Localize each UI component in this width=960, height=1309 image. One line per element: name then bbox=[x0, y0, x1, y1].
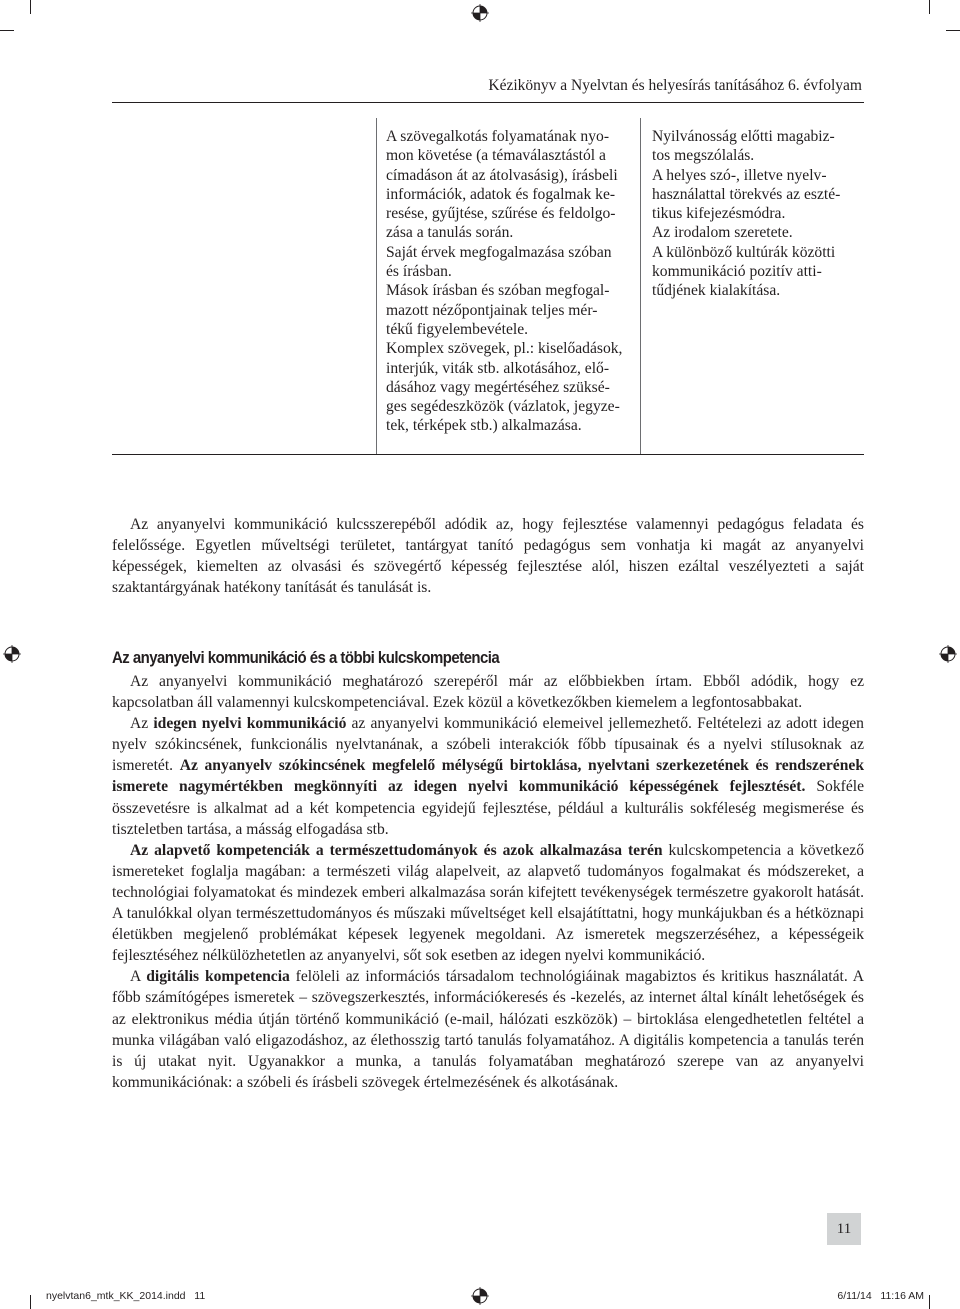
intro-paragraph: Az anyanyelvi kommunikáció kulcsszerepéből adódik az, hogy fejlesztése valamennyi pedagógus feladata és felelőssége. Egyetlen műveltségi területet, tantárgyat tanító pedagógus sem vonhatja ki magát az anyanyelvi képességek, kiemelten az olvasási és szövegértő képesség fejlesztése alól, hiszen ezáltal veszélyezteti a saját szaktantárgyának hatékony tanítását és tanulását is. bbox=[112, 516, 864, 597]
term-science-competence: Az alapvető kompetenciák a természettudományok és azok alkalmazása terén bbox=[130, 841, 663, 859]
table-cell-skills bbox=[386, 127, 642, 436]
slug-timestamp: 6/11/14 11:16 AM bbox=[837, 1290, 924, 1302]
crop-mark bbox=[929, 0, 930, 14]
emphasis-statement: Az anyanyelv szókincsének megfelelő mélységű birtoklása, nyelvtani szerkezetének és rendszerének ismerete nagymértékben megkönnyíti az idegen nyelvi kommunikáció képességének fejlesztését. bbox=[112, 757, 864, 796]
table-bottom-rule bbox=[112, 454, 864, 455]
text-run: az anyanyelvi kommunikáció elemeivel jellemezhető. Feltételezi az adott idegen nyelv szókincsének, funkcionális nyelvtanának, a szóbeli interakciók főbb típusainak és a nyelvi stílusoknak az ismeretét. bbox=[112, 715, 864, 775]
cell-line: információk, adatok és fogalmak ke- bbox=[386, 185, 616, 203]
cell-line: tos megszólalás. bbox=[652, 147, 755, 165]
cell-line: címadáson át az átolvasásig), írásbeli bbox=[386, 166, 618, 184]
crop-mark bbox=[0, 30, 14, 31]
text-run: Az bbox=[130, 715, 154, 733]
running-head: Kézikönyv a Nyelvtan és helyesírás tanításához 6. évfolyam bbox=[488, 77, 862, 94]
paragraph-4 bbox=[112, 966, 864, 1093]
crop-mark bbox=[30, 1295, 31, 1309]
text-run: kulcskompetencia a következő ismereteket foglalja magában: a természeti világ alapelveit, az alapvető tudományos fogalmakat és módszereket, a technológiai folyamatokat és mindezek emberi alkalmazása során kifejtett tevékenységek természetre gyakorolt hatását. A tanulókkal olyan természettudományos és műszaki műveltséget kell elsajátíttatni, hogy munkájukban és a hétköznapi életükben megjelenő problémákat képesek legyenek megoldani. Az ismeretek megszerzéséhez, a képességeik fejlesztéséhez nélkülözhetetlen az anyanyelvi, sőt sok esetben az idegen nyelvi kommunikáció. bbox=[112, 841, 864, 965]
cell-line: mon követése (a témaválasztástól a bbox=[386, 147, 606, 165]
cell-line: resése, gyűjtése, szűrése és feldolgo- bbox=[386, 205, 616, 223]
cell-line: használattal törekvés az eszté- bbox=[652, 185, 841, 203]
text-run: felöleli az információs társadalom technológiáinak magabiztos és kritikus használatát. A főbb számítógépes ismeretek – szövegszerkesztés, információkeresés és -kezelés, az internet által kínált lehetőségek és az elektronikus média útján történő kommunikáció (e-mail, hálózati eszközök) – birtoklása elengedhetetlen feltétel a munka világában való eligazodáshoz, az élethosszig tartó tanulás folyamatához. A digitális kompetencia a tanulás terén is új utakat nyit. Ugyanakkor a munka, a tanulás folyamatában meghatározó szerepe van az anyanyelvi kommunikációnak: a szóbeli és írásbeli szövegek értelmezésének és alkotásának. bbox=[112, 968, 864, 1091]
cell-line: Saját érvek megfogalmazása szóban bbox=[386, 243, 612, 261]
page-number: 11 bbox=[827, 1213, 861, 1245]
paragraph-3 bbox=[112, 840, 864, 967]
intro-block bbox=[112, 514, 864, 598]
paragraph-1: Az anyanyelvi kommunikáció meghatározó szerepéről már az előbbiekben írtam. Ebből adódik, hogy ez kapcsolatban áll valamennyi kulcskompetenciával. Ezek közül a következőkben kiemelem a legfontosabbakat. bbox=[112, 673, 864, 712]
term-foreign-language: idegen nyelvi kommunikáció bbox=[153, 715, 347, 733]
paragraph-2 bbox=[112, 713, 864, 840]
cell-line: A különböző kultúrák közötti bbox=[652, 243, 836, 261]
competency-table bbox=[112, 118, 864, 454]
cell-line: kommunikáció pozitív atti- bbox=[652, 263, 822, 281]
cell-line: és írásban. bbox=[386, 263, 452, 281]
cell-line: dásához vagy megértéséhez szüksé- bbox=[386, 378, 610, 396]
cell-line: interjúk, viták stb. alkotásához, elő- bbox=[386, 359, 610, 377]
section-heading: Az anyanyelvi kommunikáció és a többi kulcskompetencia bbox=[112, 648, 500, 667]
term-digital-competence: digitális kompetencia bbox=[146, 968, 290, 986]
cell-line: A helyes szó-, illetve nyelv- bbox=[652, 166, 827, 184]
cell-line: mazott nézőpontjainak teljes mér- bbox=[386, 301, 598, 319]
cell-line: tikus kifejezésmódra. bbox=[652, 205, 786, 223]
table-column-1 bbox=[112, 118, 377, 454]
cell-line: ges segédeszközök (vázlatok, jegyze- bbox=[386, 398, 620, 416]
cell-line: Komplex szövegek, pl.: kiselőadások, bbox=[386, 340, 623, 358]
cell-line: Az irodalom szeretete. bbox=[652, 224, 793, 242]
section-body bbox=[112, 671, 864, 1093]
registration-mark-icon bbox=[3, 645, 21, 663]
cell-line: tékű figyelembevétele. bbox=[386, 320, 529, 338]
registration-mark-icon bbox=[471, 4, 489, 22]
crop-mark bbox=[929, 1295, 930, 1309]
text-run: Sokféle összevetésre is alkalmat ad a két kompetencia egyidejű fejlesztése, például a kulturális sokféleség megismerése és tiszteletben tartása, a másság elfogadása stb. bbox=[112, 778, 864, 838]
cell-line: tűdjének kialakítása. bbox=[652, 282, 781, 300]
crop-mark bbox=[946, 30, 960, 31]
cell-line: zása a tanulás során. bbox=[386, 224, 514, 242]
registration-mark-icon bbox=[471, 1287, 489, 1305]
slug-filename: nyelvtan6_mtk_KK_2014.indd 11 bbox=[46, 1290, 206, 1302]
cell-line: Nyilvánosság előtti magabiz- bbox=[652, 128, 835, 145]
registration-mark-icon bbox=[939, 645, 957, 663]
crop-mark bbox=[30, 0, 31, 14]
cell-line: Mások írásban és szóban megfogal- bbox=[386, 282, 610, 300]
cell-line: tek, térképek stb.) alkalmazása. bbox=[386, 417, 582, 435]
cell-line: A szövegalkotás folyamatának nyo- bbox=[386, 128, 610, 145]
text-run: A bbox=[130, 968, 147, 986]
table-cell-attitudes bbox=[652, 127, 864, 301]
header-rule bbox=[112, 102, 864, 103]
